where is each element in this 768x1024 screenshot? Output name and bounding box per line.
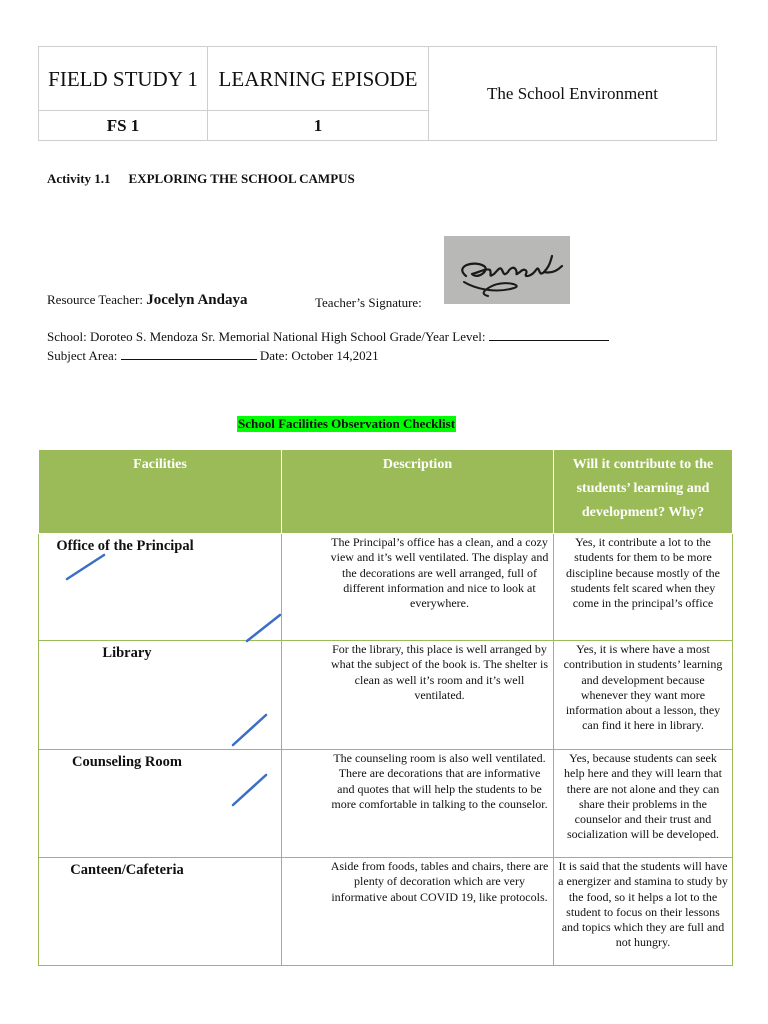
school-label: School:	[47, 329, 87, 344]
column-header-description: Description	[282, 450, 554, 534]
learning-episode-cell: LEARNING EPISODE	[208, 47, 429, 111]
facility-name: Canteen/Cafeteria	[39, 858, 282, 966]
resource-teacher-line	[47, 292, 247, 309]
facility-description: For the library, this place is well arranged by what the subject of the book is. The shelter is clean as well it’s room and it’s well ventilated.	[282, 641, 554, 750]
topic-cell: The School Environment	[429, 47, 717, 141]
facility-contribution: It is said that the students will have a energizer and stamina to study by the food, so it helps a lot to the student to focus on their lessons and topics which they are full and not hungry.	[554, 858, 733, 966]
table-header-row	[39, 450, 733, 534]
check-mark-icon	[244, 612, 284, 644]
facility-name: Office of the Principal	[39, 534, 282, 641]
grade-level-label: Grade/Year Level:	[389, 329, 486, 344]
facility-name: Library	[39, 641, 282, 750]
facility-contribution: Yes, because students can seek help here and they will learn that there are not alone and they can share their problems in the counselor and their trust and socialization will be developed.	[554, 750, 733, 858]
facility-description: Aside from foods, tables and chairs, there are plenty of decoration which are very informative about COVID 19, like protocols.	[282, 858, 554, 966]
date-value: October 14,2021	[291, 348, 379, 363]
check-mark-icon	[230, 712, 270, 748]
header-table	[38, 46, 717, 141]
table-row	[39, 858, 733, 966]
activity-number: Activity 1.1	[47, 171, 111, 186]
column-header-facilities: Facilities	[39, 450, 282, 534]
subject-area-blank	[121, 347, 257, 360]
subject-date-line	[47, 347, 379, 364]
table-row	[39, 534, 733, 641]
table-row	[39, 750, 733, 858]
activity-title: EXPLORING THE SCHOOL CAMPUS	[128, 171, 355, 186]
facility-contribution: Yes, it contribute a lot to the students for them to be more discipline because mostly of the students felt scared when they come in the principal’s office	[554, 534, 733, 641]
facility-description: The counseling room is also well ventilated. There are decorations that are informative and quotes that will help the students to be more comfortable in talking to the counselor.	[282, 750, 554, 858]
facility-description: The Principal’s office has a clean, and a cozy view and it’s well ventilated. The display and the decorations are well arranged, full of different information and nice to look at everywhere.	[282, 534, 554, 641]
activity-heading	[47, 171, 355, 187]
facilities-checklist-table	[38, 449, 733, 966]
grade-level-blank	[489, 328, 609, 341]
signature-label: Teacher’s Signature:	[315, 295, 422, 310]
episode-value-cell: 1	[208, 111, 429, 141]
facility-name: Counseling Room	[39, 750, 282, 858]
subject-area-label: Subject Area:	[47, 348, 118, 363]
school-name: Doroteo S. Mendoza Sr. Memorial National High School	[89, 329, 387, 344]
field-study-cell: FIELD STUDY 1	[39, 47, 208, 111]
check-mark-icon	[64, 552, 108, 582]
table-row	[39, 641, 733, 750]
facility-contribution: Yes, it is where have a most contribution in students’ learning and development because whenever they want more information about a lesson, they can find it here in library.	[554, 641, 733, 750]
resource-teacher-name: Jocelyn Andaya	[146, 292, 248, 308]
signature-image	[444, 236, 570, 304]
checklist-title: School Facilities Observation Checklist	[238, 416, 456, 431]
date-label: Date:	[259, 348, 289, 363]
column-header-contribution: Will it contribute to the students’ learning and development? Why?	[554, 450, 733, 534]
school-line	[47, 328, 609, 345]
resource-teacher-label: Resource Teacher:	[47, 292, 143, 307]
check-mark-icon	[230, 772, 270, 808]
fs-value-cell: FS 1	[39, 111, 208, 141]
signature-drawing	[444, 236, 570, 304]
